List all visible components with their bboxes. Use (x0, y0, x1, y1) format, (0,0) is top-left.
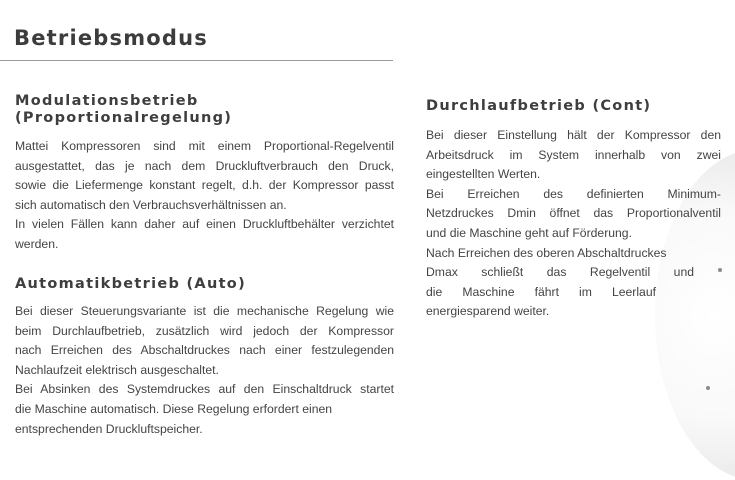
text-line: Bei dieser Einstellung hält der Kompressor den (426, 128, 721, 142)
page-title: Betriebsmodus (14, 26, 209, 50)
auto-text (15, 302, 394, 439)
cont-heading: Durchlaufbetrieb (Cont) (426, 98, 652, 114)
text-line: Netzdruckes Dmin öffnet das Proportionalventil (426, 206, 721, 221)
text-line: Nach Erreichen des oberen Abschaltdruckes (426, 245, 667, 260)
modulation-text (15, 137, 394, 255)
text-line: die Maschine automatisch. Diese Regelung erfordert einen (15, 401, 333, 416)
modulation-heading-line: (Proportionalregelung) (15, 110, 233, 126)
text-line: Dmax schließt das Regelventil und (426, 265, 694, 280)
text-line: entsprechenden Druckluftspeicher. (15, 421, 203, 436)
text-line: und die Maschine geht auf Förderung. (426, 225, 632, 240)
text-line: werden. (15, 236, 59, 251)
modulation-heading (15, 93, 232, 127)
text-line: Bei Absinken des Systemdruckes auf den Einschaltdruck startet (15, 382, 394, 397)
text-line: nach Erreichen des Abschaltdruckes nach einer festzulegenden (15, 343, 394, 358)
decorative-dot (706, 386, 710, 390)
text-line: sich automatisch den Verbrauchsverhältnissen an. (15, 197, 287, 212)
text-line: Mattei Kompressoren sind mit einem Proportional-Regelventil (15, 139, 394, 153)
text-line: sowie die Liefermenge konstant regelt, d.h. der Kompressor passt (15, 178, 394, 193)
text-line: beim Durchlaufbetrieb, zusätzlich wird jedoch der Kompressor (15, 323, 394, 338)
text-line: ausgestattet, das je nach dem Druckluftverbrauch den Druck, (15, 158, 394, 173)
text-line: In vielen Fällen kann daher auf einen Druckluftbehälter verzichtet (15, 217, 394, 232)
cont-text (426, 126, 721, 322)
text-line: energiesparend weiter. (426, 304, 550, 319)
text-line: Bei Erreichen des definierten Minimum- (426, 186, 721, 201)
title-divider (0, 60, 393, 61)
auto-heading: Automatikbetrieb (Auto) (15, 276, 246, 292)
modulation-heading-line: Modulationsbetrieb (15, 93, 199, 109)
text-line: die Maschine fährt im Leerlauf (426, 284, 656, 299)
text-line: eingestellten Werten. (426, 167, 541, 182)
text-line: Bei dieser Steuerungsvariante ist die mechanische Regelung wie (15, 304, 394, 318)
text-line: Arbeitsdruck im System innerhalb von zwei (426, 147, 721, 162)
text-line: Nachlaufzeit elektrisch ausgeschaltet. (15, 362, 219, 377)
